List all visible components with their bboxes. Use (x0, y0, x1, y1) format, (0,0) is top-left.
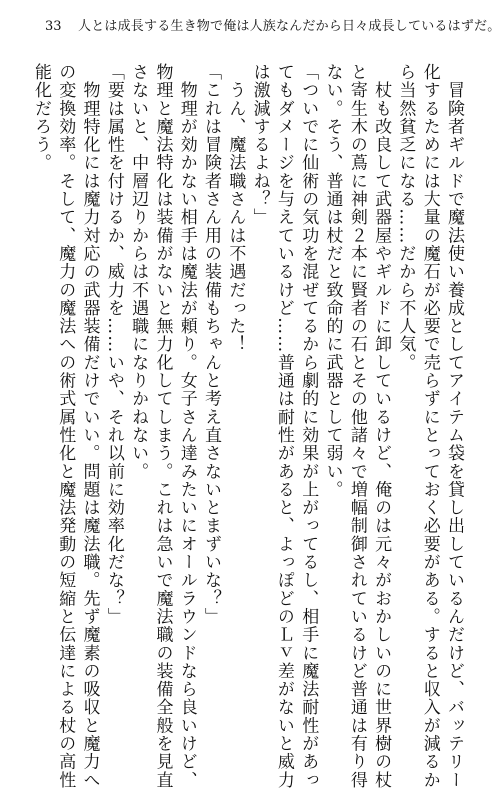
text-line: と寄生木の蔦に神剣２本に賢者の石とその他諸々で増幅制御されているけど普通は有り得 (346, 63, 367, 789)
text-line: 冒険者ギルドで魔法使い養成としてアイテム袋を貸し出しているんだけど、バッテリー (444, 63, 464, 789)
text-line: の変換効率。そして、魔力の魔法への術式属性化と魔法発動の短縮と伝達による杖の高性 (55, 63, 76, 789)
page-header (0, 16, 500, 38)
text-line: 「要は属性を付けるか、威力を……いや、それ以前に効率化だな？」 (103, 63, 124, 626)
text-line: さないと、中層辺りからは不遇職になりかねない。 (128, 63, 149, 481)
text-line: 「これは冒険者さん用の装備もちゃんと考え直さないとまずいな？」 (201, 63, 222, 626)
text-line: は激減するよね？」 (249, 63, 270, 227)
text-line: 化するためには大量の魔石が必要で売らずにとっておく必要がある。すると収入が減るか (419, 63, 440, 789)
text-line: ら当然貧乏になる……だから不人気。 (395, 63, 416, 372)
text-line: 「ついでに仙術の気功を混ぜてるから劇的に効果が上がってるし、相手に魔法耐性があっ (298, 63, 319, 789)
vertical-text-body (30, 63, 466, 789)
running-title: 人とは成長する生き物で俺は人族なんだから日々成長しているはずだ。 (78, 19, 500, 34)
text-line: うん、魔法職さんは不遇だった！ (225, 63, 246, 354)
text-line: 杖も改良して武器屋やギルドに卸しているけど、俺のは元々がおかしいのに世界樹の杖 (371, 63, 392, 789)
text-line: 物理特化には魔力対応の武器装備だけでいい。問題は魔法職。先ず魔素の吸収と魔力へ (79, 63, 100, 789)
text-line: 能化だろう。 (30, 63, 51, 172)
page-number: 33 (45, 19, 62, 34)
text-line: 物理が効かない相手は魔法が頼り。女子さん達みたいにオールラウンドなら良いけど、 (176, 63, 197, 789)
text-line: ない。そう、普通は杖だと致命的に武器として弱い。 (322, 63, 343, 499)
text-line: てもダメージを与えているけど……普通は耐性があると、よっぽどのＬｖ差がないと威力 (273, 63, 294, 789)
text-line: 物理と魔法特化は装備がないと無力化してしまう。これは急いで魔法職の装備全般を見直 (152, 63, 173, 789)
